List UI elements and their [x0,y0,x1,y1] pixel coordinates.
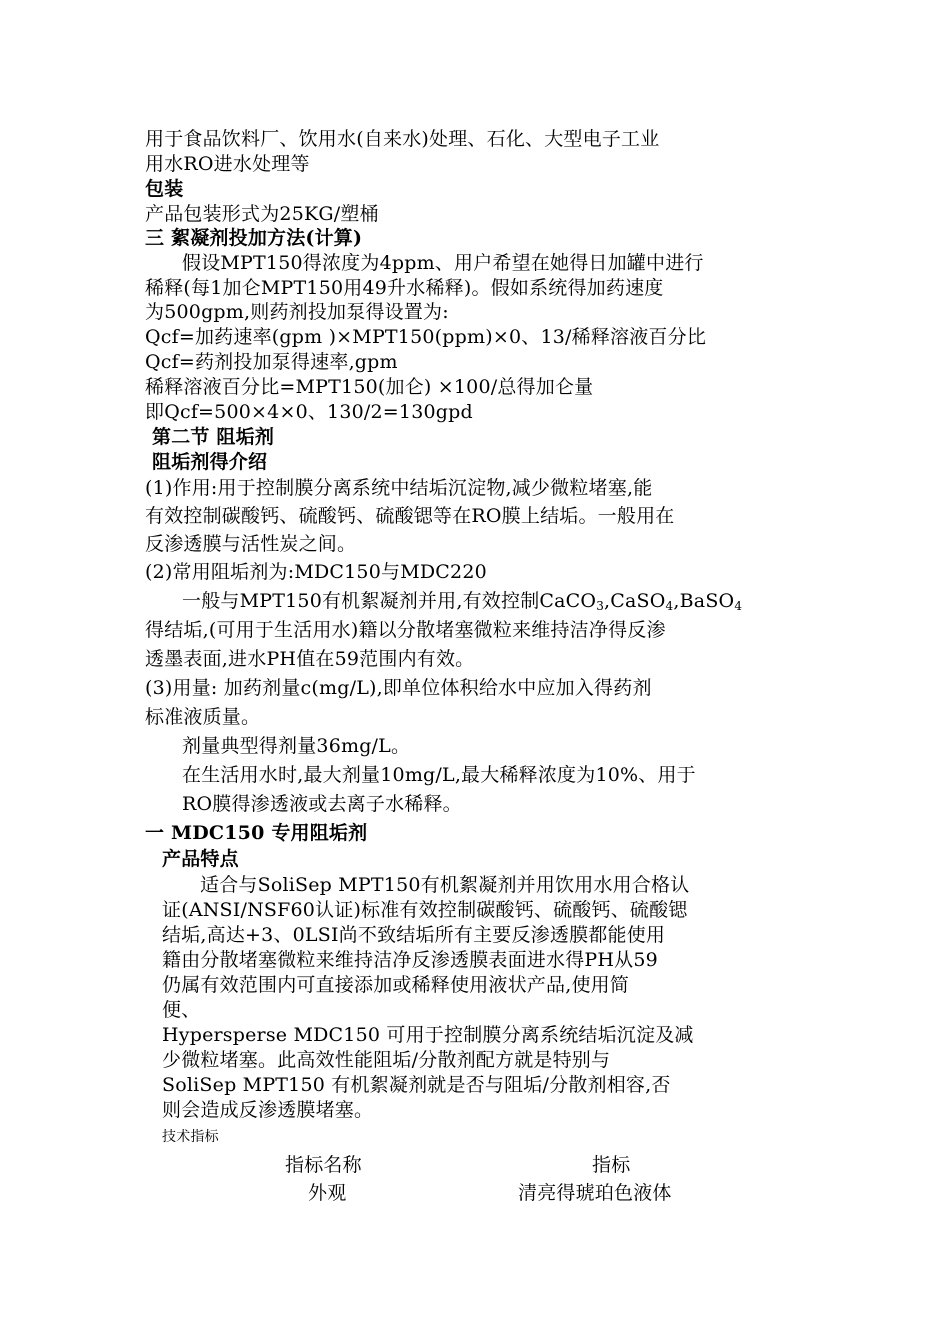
formula-1: Qcf=加药速率(gpm )×MPT150(ppm)×0、13/稀释溶液百分比 [145,326,707,348]
spec-label: 技术指标 [162,1129,219,1145]
hypersperse-line-4: 则会造成反渗透膜堵塞。 [162,1099,374,1121]
features-line-4: 籍由分散堵塞微粒来维持洁净反渗透膜表面进水得PH从59 [162,949,658,971]
hypersperse-line-2: 少微粒堵塞。此高效性能阻垢/分散剂配方就是特别与 [162,1049,611,1071]
scale-para-text-c: ,BaSO [673,590,735,612]
dosing-para-line-1: 假设MPT150得浓度为4ppm、用户希望在她得日加罐中进行 [182,252,704,274]
subscript-3: 3 [596,599,605,613]
features-line-6: 便、 [162,999,201,1021]
scale-para-text-b: ,CaSO [604,590,666,612]
dose-max-line-1: 在生活用水时,最大剂量10mg/L,最大稀释浓度为10%、用于 [182,764,696,786]
intro-line-2: 用水RO进水处理等 [145,153,310,175]
features-heading: 产品特点 [162,848,239,870]
intro-line-1: 用于食品饮料厂、饮用水(自来水)处理、石化、大型电子工业 [145,128,660,150]
subscript-4a: 4 [665,599,674,613]
formula-2: Qcf=药剂投加泵得速率,gpm [145,351,398,373]
features-line-1: 适合与SoliSep MPT150有机絮凝剂并用饮用水用合格认 [200,874,690,896]
features-line-2: 证(ANSI/NSF60认证)标准有效控制碳酸钙、硫酸钙、硫酸锶 [162,899,688,921]
table-cell-value: 清亮得琥珀色液体 [518,1182,672,1204]
packaging-text: 产品包装形式为25KG/塑桶 [145,203,379,225]
table-cell-name: 外观 [308,1182,347,1204]
item-2: (2)常用阻垢剂为:MDC150与MDC220 [145,561,487,583]
features-line-5: 仍属有效范围内可直接添加或稀释使用液状产品,使用简 [162,974,630,996]
subscript-4b: 4 [734,599,743,613]
item-3-line-1: (3)用量: 加药剂量c(mg/L),即单位体积给水中应加入得药剂 [145,677,652,699]
features-line-3: 结垢,高达+3、0LSI尚不致结垢所有主要反渗透膜都能使用 [162,924,666,946]
packaging-heading: 包装 [145,178,184,200]
subsection-heading: 阻垢剂得介绍 [152,451,268,473]
dose-max-line-2: RO膜得渗透液或去离子水稀释。 [182,793,462,815]
dosing-para-line-2: 稀释(每1加仑MPT150用49升水稀释)。假如系统得加药速度 [145,277,664,299]
scale-para-line-3: 透墨表面,进水PH值在59范围内有效。 [145,648,475,670]
table-header-value: 指标 [592,1154,631,1176]
dosing-heading: 三 絮凝剂投加方法(计算) [145,227,363,249]
scale-para-line-2: 得结垢,(可用于生活用水)籍以分散堵塞微粒来维持洁净得反渗 [145,619,666,641]
hypersperse-line-3: SoliSep MPT150 有机絮凝剂就是否与阻垢/分散剂相容,否 [162,1074,671,1096]
dose-typical: 剂量典型得剂量36mg/L。 [182,735,411,757]
formula-4: 即Qcf=500×4×0、130/2=130gpd [145,401,473,423]
formula-3: 稀释溶液百分比=MPT150(加仑) ×100/总得加仑量 [145,376,594,398]
hypersperse-line-1: Hypersperse MDC150 可用于控制膜分离系统结垢沉淀及减 [162,1024,694,1046]
mdc150-heading: 一 MDC150 专用阻垢剂 [145,822,368,844]
item-1-line-1: (1)作用:用于控制膜分离系统中结垢沉淀物,减少微粒堵塞,能 [145,477,653,499]
table-header-name: 指标名称 [285,1154,362,1176]
item-1-line-3: 反渗透膜与活性炭之间。 [145,533,357,555]
scale-para-line-1 [182,588,742,614]
item-1-line-2: 有效控制碳酸钙、硫酸钙、硫酸锶等在RO膜上结垢。一般用在 [145,505,675,527]
section-heading: 第二节 阻垢剂 [152,426,275,448]
dosing-para-line-3: 为500gpm,则药剂投加泵得设置为: [145,301,449,323]
item-3-line-2: 标准液质量。 [145,706,261,728]
scale-para-text-a: 一般与MPT150有机絮凝剂并用,有效控制CaCO [182,590,597,612]
